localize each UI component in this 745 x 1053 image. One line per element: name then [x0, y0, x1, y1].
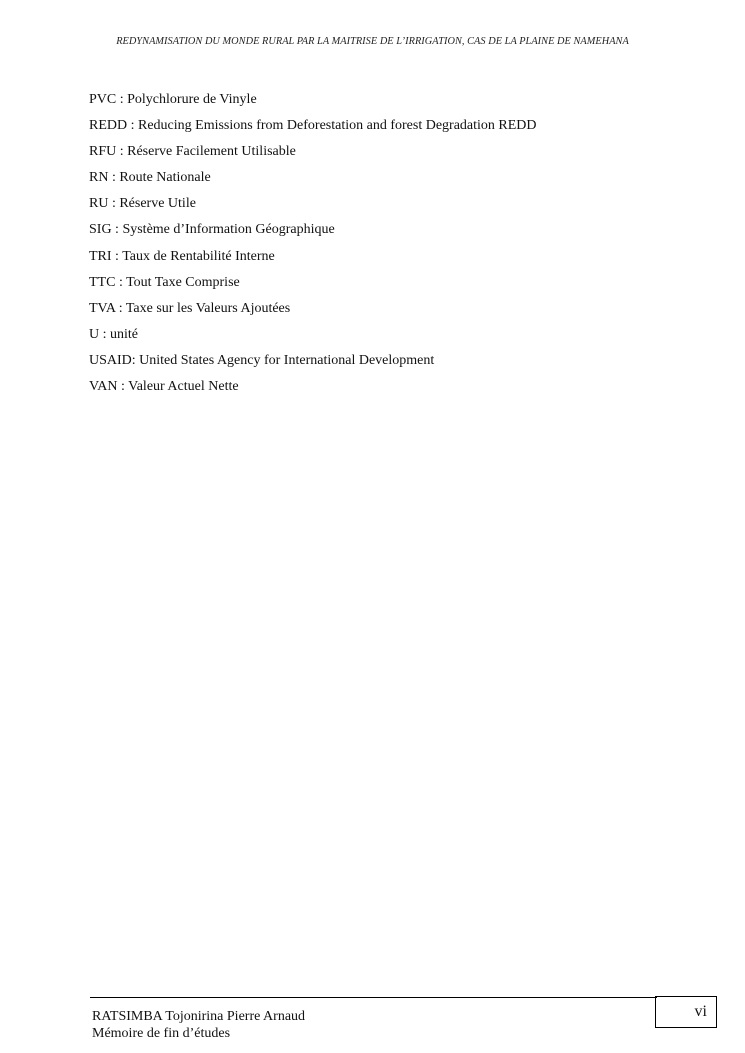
abbreviation-item: RFU : Réserve Facilement Utilisable — [89, 144, 296, 160]
abbreviation-item: TTC : Tout Taxe Comprise — [89, 274, 240, 290]
abbreviation-item: RU : Réserve Utile — [89, 196, 196, 212]
abbreviation-item: TRI : Taux de Rentabilité Interne — [89, 248, 275, 264]
abbreviation-item: RN : Route Nationale — [89, 170, 211, 186]
abbreviation-list — [89, 87, 537, 400]
abbreviation-item: REDD : Reducing Emissions from Deforestation and forest Degradation REDD — [89, 118, 537, 134]
page-number: vi — [694, 1003, 707, 1020]
page-number-box — [655, 996, 717, 1028]
footer-author: RATSIMBA Tojonirina Pierre Arnaud — [92, 1009, 306, 1024]
abbreviation-item: PVC : Polychlorure de Vinyle — [89, 92, 257, 107]
abbreviation-item: TVA : Taxe sur les Valeurs Ajoutées — [89, 300, 291, 316]
footer-divider — [90, 997, 657, 998]
abbreviation-item: VAN : Valeur Actuel Nette — [89, 379, 239, 395]
abbreviation-item: SIG : Système d’Information Géographique — [89, 222, 335, 238]
footer-document-type: Mémoire de fin d’études — [92, 1026, 231, 1041]
running-header: REDYNAMISATION DU MONDE RURAL PAR LA MAITRISE DE L’IRRIGATION, CAS DE LA PLAINE DE NAMEHANA — [116, 36, 629, 47]
abbreviation-item: USAID: United States Agency for International Development — [89, 352, 435, 368]
abbreviation-item: U : unité — [89, 326, 138, 342]
